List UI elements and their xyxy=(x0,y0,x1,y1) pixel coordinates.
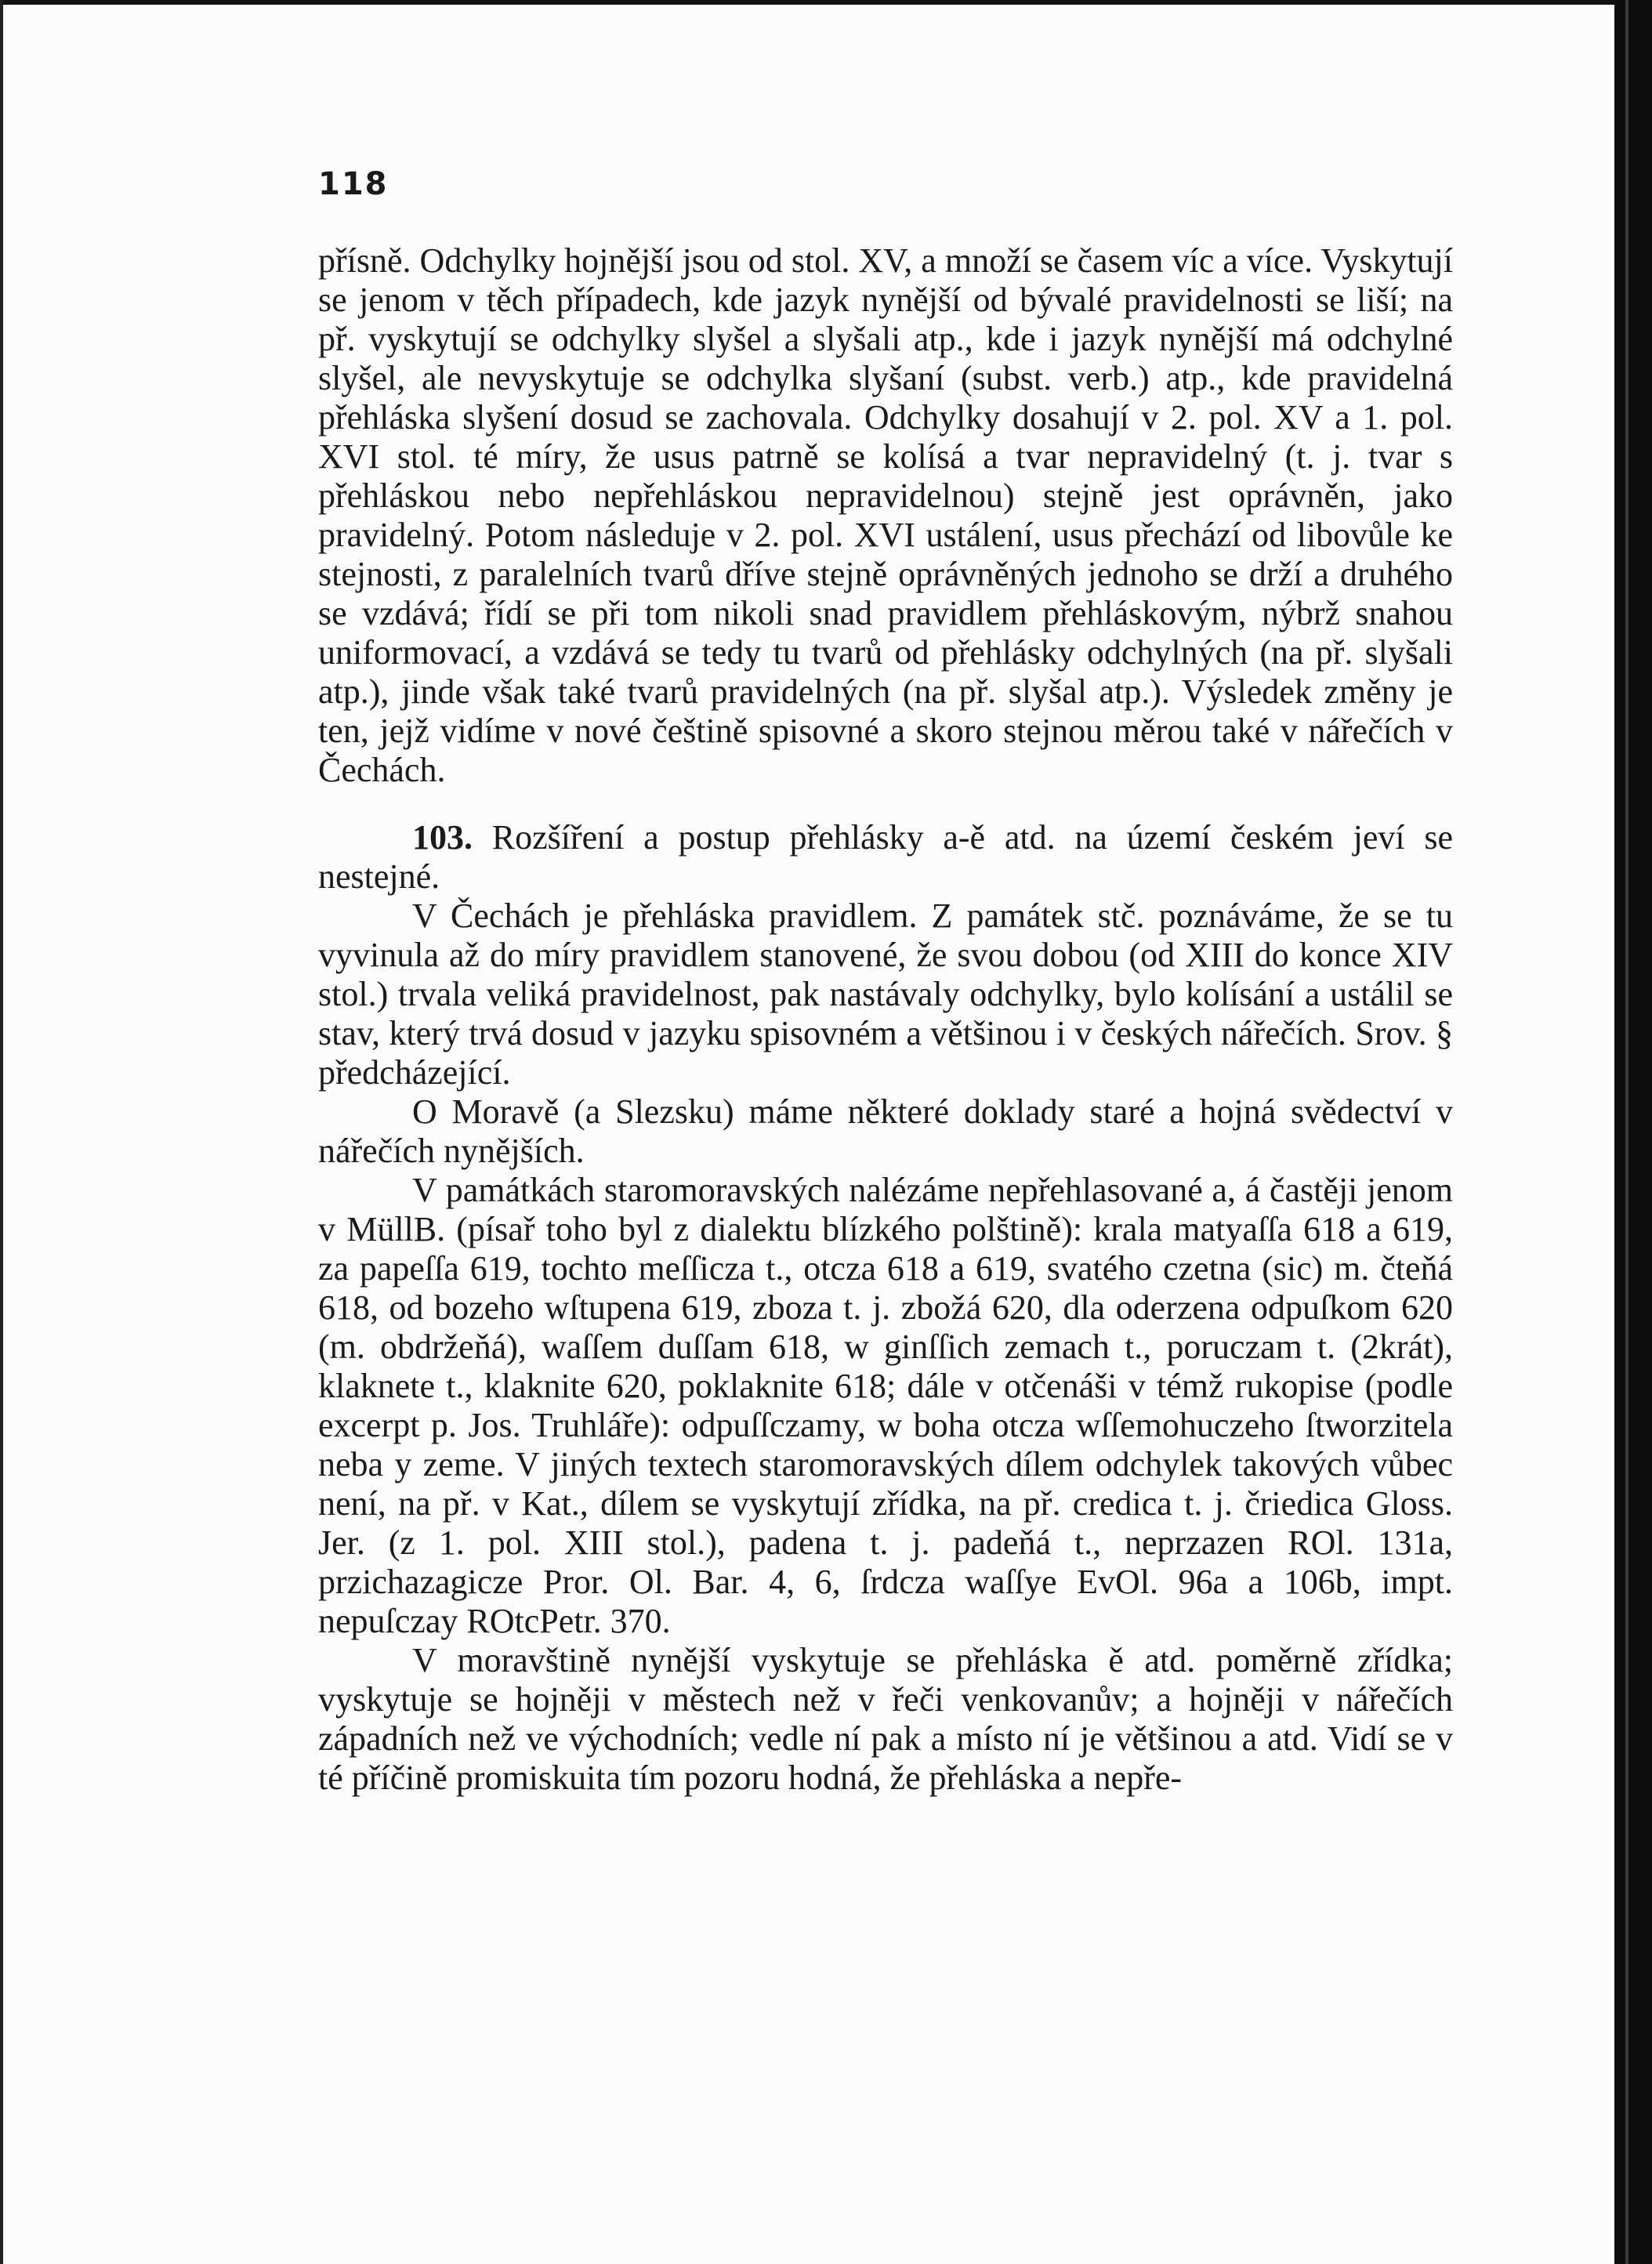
scan-left-border xyxy=(0,0,3,2264)
scan-right-edge xyxy=(1614,0,1652,2264)
paragraph-103 xyxy=(318,818,1453,897)
scan-top-border xyxy=(0,0,1614,5)
page-number: 118 xyxy=(318,166,389,202)
body-text xyxy=(318,241,1453,1798)
paragraph-morava: O Moravě (a Slezsku) máme některé doklady staré a hojná svědectví v nářečích nynějších. xyxy=(318,1092,1453,1170)
section-heading-text: Rozšíření a postup přehlásky a-ě atd. na území českém jeví se nestejné. xyxy=(318,818,1453,896)
paragraph-pamatky: V památkách staromoravských nalézáme nepřehlasované a, á častěji jenom v MüllB. (písař toho byl z dialektu blízkého polštině): krala matyaſſa 618 a 619, za papeſſa 619, tochto meſſicza t., otcza 618 a 619, svatého czetna (sic) m. čteňá 618, od bozeho wſtupena 619, zboza t. j. zbožá 620, dla oderzena odpuſkom 620 (m. obdržeňá), waſſem duſſam 618, w ginſſich zemach t., poruczam t. (2krát), klaknete t., klaknite 620, poklaknite 618; dále v otčenáši v témž rukopise (podle excerpt p. Jos. Truhláře): odpuſſczamy, w boha otcza wſſemohuczeho ſtworzitela neba y zeme. V jiných textech staromoravských dílem odchylek takových vůbec není, na př. v Kat., dílem se vyskytují zřídka, na př. credica t. j. čriedica Gloss. Jer. (z 1. pol. XIII stol.), padena t. j. padeňá t., neprzazen ROl. 131a, przichazagicze Pror. Ol. Bar. 4, 6, ſrdcza waſſye EvOl. 96a a 106b, impt. nepuſczay ROtcPetr. 370. xyxy=(318,1171,1453,1640)
paragraph-cechy: V Čechách je přehláska pravidlem. Z památek stč. poznáváme, že se tu vyvinula až do míry pravidlem stanovené, že svou dobou (od XIII do konce XIV stol.) trvala veliká pravidelnost, pak nastávaly odchylky, bylo kolísání a ustálil se stav, který trvá dosud v jazyku spisovném a většinou i v českých nářečích. Srov. § předcházející. xyxy=(318,897,1453,1092)
paragraph-1: přísně. Odchylky hojnější jsou od stol. XV, a množí se časem víc a více. Vyskytují se jenom v těch případech, kde jazyk nynější od bývalé pravidelnosti se liší; na př. vyskytují se odchylky slyšel a slyšali atp., kde i jazyk nynější má odchylné slyšel, ale nevyskytuje se odchylka slyšaní (subst. verb.) atp., kde pravidelná přehláska slyšení dosud se zachovala. Odchylky dosahují v 2. pol. XV a 1. pol. XVI stol. té míry, že usus patrně se kolísá a tvar nepravidelný (t. j. tvar s přehláskou nebo nepřehláskou nepravidelnou) stejně jest oprávněn, jako pravidelný. Potom následuje v 2. pol. XVI ustálení, usus přechází od libovůle ke stejnosti, z paralelních tvarů dříve stejně oprávněných jednoho se drží a druhého se vzdává; řídí se při tom nikoli snad pravidlem přehláskovým, nýbrž snahou uniformovací, a vzdává se tedy tu tvarů od přehlásky odchylných (na př. slyšali atp.), jinde však také tvarů pravidelných (na př. slyšal atp.). Výsledek změny je ten, jejž vidíme v nové češtině spisovné a skoro stejnou měrou také v nářečích v Čechách. xyxy=(318,241,1453,789)
section-gap xyxy=(318,790,1453,818)
section-number: 103. xyxy=(412,818,473,857)
scan-edge-strip xyxy=(1625,0,1628,2264)
paragraph-moravstina: V moravštině nynější vyskytuje se přehláska ě atd. poměrně zřídka; vyskytuje se hojněji v městech než v řeči venkovanův; a hojněji v nářečích západních než ve východních; vedle ní pak a místo ní je většinou a atd. Vidí se v té příčině promiskuita tím pozoru hodná, že přehláska a nepře- xyxy=(318,1641,1453,1797)
